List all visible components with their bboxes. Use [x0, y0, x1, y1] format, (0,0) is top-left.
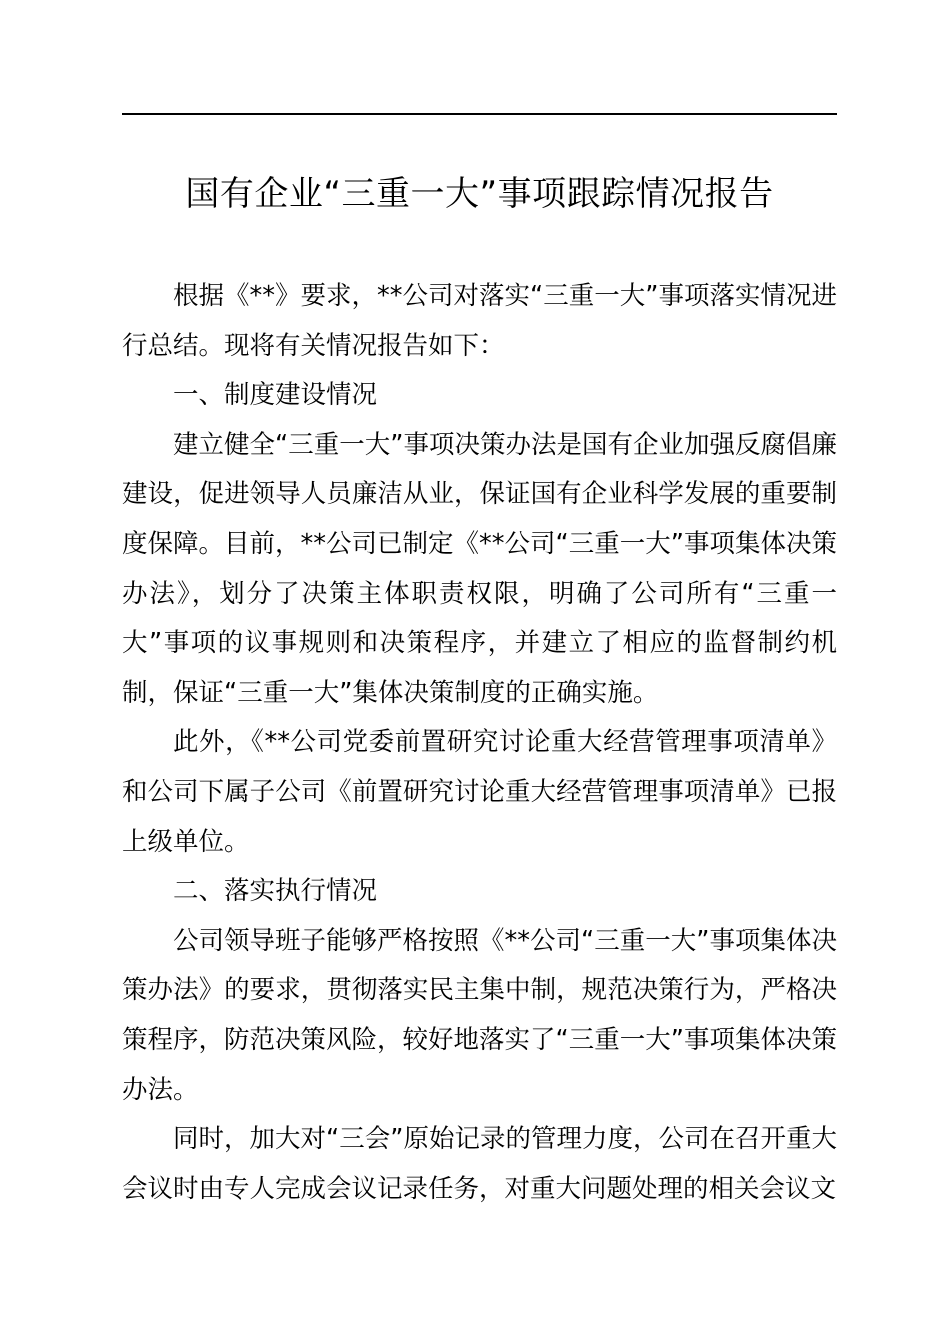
section-heading-system-building: 一、制度建设情况 [173, 380, 378, 411]
document-title: 国有企业“三重一大”事项跟踪情况报告 [185, 174, 774, 214]
header-rule [122, 113, 837, 115]
paragraph-meeting-records: 同时，加大对“三会”原始记录的管理力度，公司在召开重大会议时由专人完成会议记录任务，对重大问题处理的相关会议文 [122, 1124, 837, 1204]
document-body [122, 272, 837, 1214]
paragraph-system-building: 建立健全“三重一大”事项决策办法是国有企业加强反腐倡廉建设，促进领导人员廉洁从业，保证国有企业科学发展的重要制度保障。目前，**公司已制定《**公司“三重一大”事项集体决策办法》，划分了决策主体职责权限，明确了公司所有“三重一大”事项的议事规则和决策程序，并建立了相应的监督制约机制，保证“三重一大”集体决策制度的正确实施。 [122, 429, 837, 708]
paragraph-additionally: 此外，《**公司党委前置研究讨论重大经营管理事项清单》和公司下属子公司《前置研究讨论重大经营管理事项清单》已报上级单位。 [122, 727, 837, 857]
paragraph-implementation: 公司领导班子能够严格按照《**公司“三重一大”事项集体决策办法》的要求，贯彻落实民主集中制，规范决策行为，严格决策程序，防范决策风险，较好地落实了“三重一大”事项集体决策办法。 [122, 925, 837, 1105]
section-heading-implementation: 二、落实执行情况 [173, 876, 378, 907]
paragraph-intro: 根据《**》要求，**公司对落实“三重一大”事项落实情况进行总结。现将有关情况报告如下： [122, 281, 837, 361]
